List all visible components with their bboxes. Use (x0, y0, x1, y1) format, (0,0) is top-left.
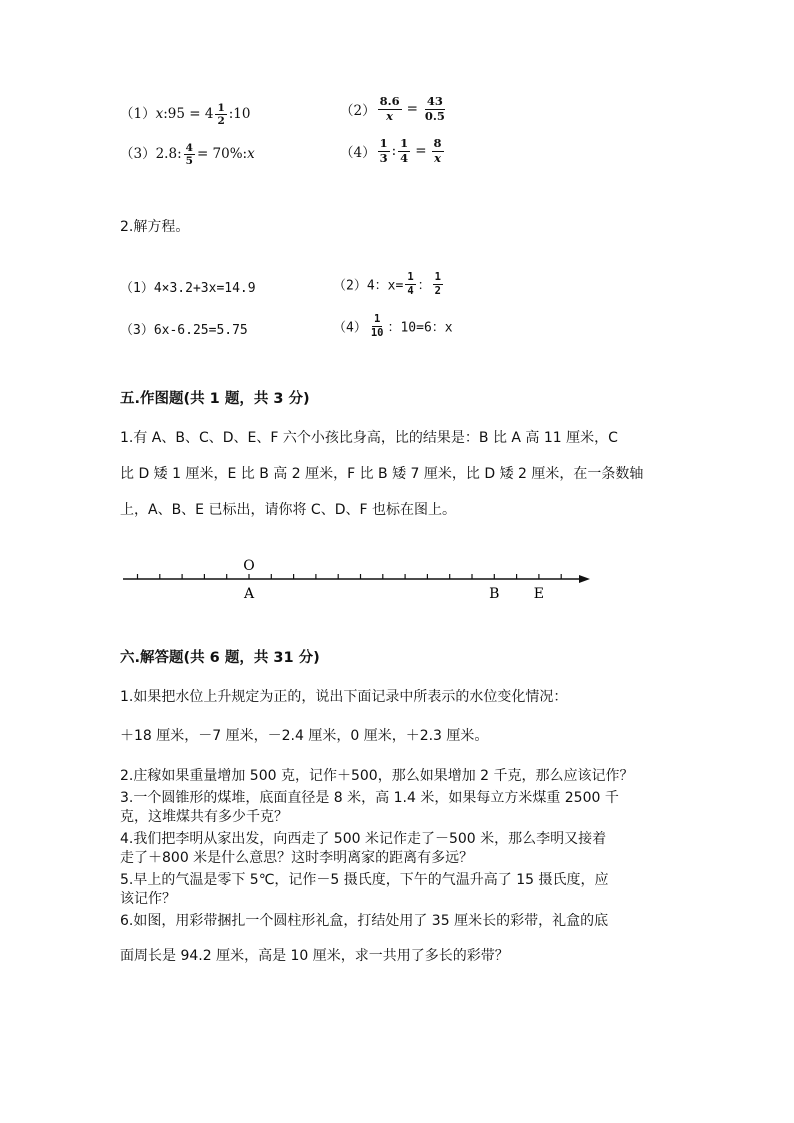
fraction-numerator: 4 (185, 141, 193, 154)
proportion-3-var: x (247, 146, 255, 162)
point-label-a: A (243, 586, 255, 602)
fraction-numerator: 1 (434, 271, 441, 283)
fraction-denominator: x (434, 150, 441, 165)
fraction-denominator: 0.5 (424, 108, 445, 123)
proportion-4-fraction-a (378, 138, 390, 164)
section5-q1-line3: 上，A、B、E 已标出，请你将 C、D、F 也标在图上。 (120, 502, 456, 518)
proportion-1-lhs: :95 = 4 (163, 106, 214, 122)
proportion-4 (340, 138, 446, 164)
proportion-1-var: x (155, 106, 164, 122)
section6-q3-line2: 克，这堆煤共有多少千克？ (120, 809, 288, 825)
section6-q1: 1.如果把水位上升规定为正的，说出下面记录中所表示的水位变化情况： (120, 689, 568, 705)
section6-q3-line1: 3.一个圆锥形的煤堆，底面直径是 8 米，高 1.4 米，如果每立方米煤重 2500 千 (120, 790, 619, 806)
section2-title: 2.解方程。 (120, 219, 190, 235)
section6-q6-line1: 6.如图，用彩带捆扎一个圆柱形礼盒，打结处用了 35 厘米长的彩带，礼盒的底 (120, 913, 609, 929)
proportion-3-fraction (184, 143, 195, 167)
proportion-2 (340, 96, 449, 122)
fraction-denominator: 2 (217, 115, 225, 127)
proportion-3 (120, 142, 255, 167)
section6-heading: 六.解答题(共 6 题，共 31 分) (120, 650, 320, 666)
proportion-4-fraction-c (432, 138, 444, 164)
equation-4-rest: ：10=6：x (387, 320, 453, 336)
proportion-1-label: （1） (120, 106, 156, 122)
fraction-numerator: 1 (217, 101, 225, 114)
proportion-1 (120, 102, 250, 127)
fraction-numerator: 1 (373, 313, 381, 325)
proportion-1-rhs: :10 (228, 106, 251, 122)
fraction-numerator: 8.6 (379, 94, 400, 108)
section6-q4-line2: 走了＋800 米是什么意思？这时李明离家的距离有多远？ (120, 850, 474, 866)
equation-4-fraction (369, 314, 386, 338)
section6-q5-line2: 该记作？ (120, 891, 176, 907)
point-label-e: E (533, 586, 545, 602)
equation-2-colon: ： (417, 278, 431, 294)
equation-4-label: （4） (333, 320, 367, 336)
fraction-numerator: 8 (433, 136, 442, 150)
number-line-point-labels (243, 586, 544, 602)
section6-q2: 2.庄稼如果重量增加 500 克，记作＋500，那么如果增加 2 千克，那么应该记作？ (120, 768, 634, 784)
fraction-denominator: 2 (434, 284, 441, 297)
equation-2-label: （2）4：x= (333, 278, 404, 294)
fraction-numerator: 1 (400, 136, 409, 150)
fraction-numerator: 43 (426, 94, 443, 108)
proportion-2-label: （2） (340, 103, 376, 119)
equation-1: （1）4×3.2+3x=14.9 (120, 281, 256, 296)
proportion-3-rest: = 70%: (196, 146, 248, 162)
fraction-numerator: 1 (379, 136, 388, 150)
fraction-denominator: 10 (370, 326, 384, 339)
section6-q1-values: ＋18 厘米，－7 厘米，－2.4 厘米，0 厘米，＋2.3 厘米。 (120, 728, 489, 744)
number-line-arrow (579, 575, 590, 583)
proportion-2-fraction-right (423, 96, 447, 122)
fraction-denominator: 3 (379, 150, 388, 165)
point-label-b: B (489, 586, 500, 602)
origin-label: O (243, 558, 255, 574)
equation-3: （3）6x-6.25=5.75 (120, 323, 248, 338)
proportion-4-equals: = (415, 143, 427, 159)
number-line (0, 550, 794, 610)
equation-4 (333, 314, 453, 338)
section5-heading: 五.作图题(共 1 题，共 3 分) (120, 391, 310, 407)
fraction-denominator: 5 (185, 155, 193, 167)
section6-q5-line1: 5.早上的气温是零下 5℃，记作－5 摄氏度，下午的气温升高了 15 摄氏度，应 (120, 872, 609, 888)
equation-2-fraction-a (405, 272, 415, 296)
section5-q1-line2: 比 D 矮 1 厘米，E 比 B 高 2 厘米，F 比 B 矮 7 厘米，比 D 矮 2 厘米，在一条数轴 (120, 466, 644, 482)
section5-q1-line1: 1.有 A、B、C、D、E、F 六个小孩比身高，比的结果是：B 比 A 高 11 厘米，C (120, 430, 618, 446)
proportion-4-label: （4） (340, 145, 376, 161)
equation-2 (333, 272, 445, 296)
proportion-1-fraction (215, 103, 226, 127)
section6-q6-line2: 面周长是 94.2 厘米，高是 10 厘米，求一共用了多长的彩带？ (120, 948, 509, 964)
fraction-denominator: x (386, 108, 394, 123)
section6-q4-line1: 4.我们把李明从家出发，向西走了 500 米记作走了－500 米，那么李明又接着 (120, 831, 607, 847)
fraction-numerator: 1 (407, 271, 414, 283)
proportion-2-equals: = (406, 101, 418, 117)
proportion-4-fraction-b (398, 138, 410, 164)
equation-2-fraction-b (433, 272, 443, 296)
fraction-denominator: 4 (400, 150, 409, 165)
proportion-3-lead: 2.8: (155, 146, 182, 162)
proportion-3-label: （3） (120, 146, 156, 162)
fraction-denominator: 4 (407, 284, 414, 297)
proportion-4-colon: : (391, 143, 397, 159)
proportion-2-fraction-left (378, 96, 402, 122)
